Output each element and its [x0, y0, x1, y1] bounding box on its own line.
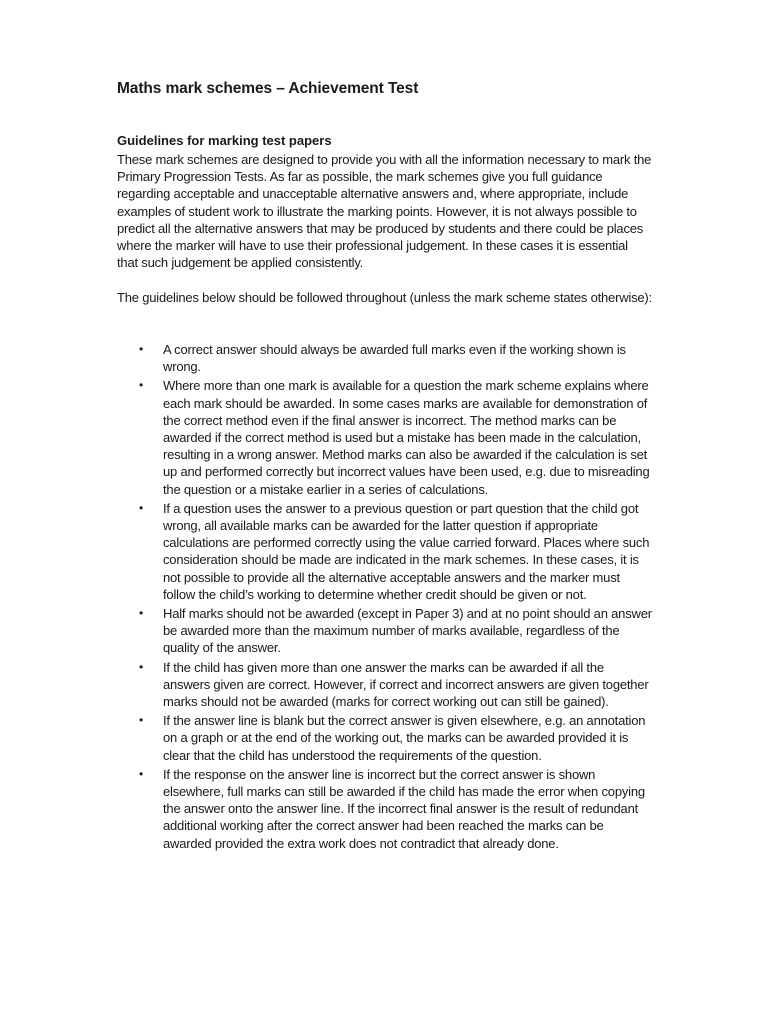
bullet-icon: •: [139, 659, 144, 674]
list-item-text: A correct answer should always be awarded full marks even if the working shown is wrong.: [163, 342, 626, 375]
lead-text: The guidelines below should be followed throughout (: [117, 290, 414, 305]
section-heading: Guidelines for marking test papers: [117, 133, 332, 148]
page-title: Maths mark schemes – Achievement Test: [117, 80, 419, 97]
list-item-text: If a question uses the answer to a previous question or part question that the child got wrong, all available marks can be awarded for the latter question if appropriate calculations are performed correctly using the value carried forward. Places where such consideration should be made are indicated in the mark schemes. In these cases, it is not possible to provide all the alternative acceptable answers and the marker must follow the child’s working to determine whether credit should be given or not.: [163, 500, 650, 602]
list-item: [117, 766, 652, 852]
list-item: [117, 659, 652, 711]
lead-close: ):: [644, 290, 652, 305]
list-item-text: If the response on the answer line is incorrect but the correct answer is shown elsewhere, full marks can still be awarded if the child has made the error when copying the answer onto the answer line. If the incorrect final answer is the result of redundant additional working after the correct answer had been reached the marks can be awarded provided the extra work does not contradict that already done.: [163, 766, 645, 851]
bullet-icon: •: [139, 606, 144, 621]
list-item-text: Where more than one mark is available for a question the mark scheme explains where each mark should be awarded. In some cases marks are available for demonstration of the correct method even if the final answer is incorrect. The method marks can be awarded if the correct method is used but a mistake has been made in the calculation, resulting in a wrong answer. Method marks can also be awarded if the calculation is set up and performed correctly but incorrect values have been used, e.g. due to misreading the question or a mistake earlier in a series of calculations.: [163, 378, 650, 497]
guidelines-list: [117, 341, 652, 854]
bullet-icon: •: [139, 766, 144, 781]
bullet-icon: •: [139, 500, 144, 515]
list-item: [117, 377, 652, 497]
list-item: [117, 341, 652, 375]
list-item-text: Half marks should not be awarded (except in Paper 3) and at no point should an answer be awarded more than the maximum number of marks available, regardless of the quality of the answer.: [163, 606, 652, 656]
list-item: [117, 605, 652, 657]
bullet-icon: •: [139, 713, 144, 728]
list-item: [117, 712, 652, 764]
bullet-icon: •: [139, 342, 144, 356]
list-item: [117, 500, 652, 603]
list-item-text: If the answer line is blank but the correct answer is given elsewhere, e.g. an annotation on a graph or at the end of the working out, the marks can be awarded provided it is clear that the child has understood the requirements of the question.: [163, 713, 646, 763]
list-item-text: If the child has given more than one answer the marks can be awarded if all the answers given are correct. However, if correct and incorrect answers are given together marks should not be awarded (marks for correct working out can still be gained).: [163, 659, 649, 710]
guidelines-lead-paragraph: [117, 289, 652, 306]
bullet-icon: •: [139, 378, 144, 393]
intro-paragraph: These mark schemes are designed to provide you with all the information necessary to mark the Primary Progression Tests. As far as possible, the mark schemes give you full guidance regarding acceptable and unacceptable alternative answers and, where appropriate, include examples of student work to illustrate the marking points. However, it is not always possible to predict all the alternative answers that may be produced by students and there could be places where the marker will have to use their professional judgement. In these cases it is essential that such judgement be applied consistently.: [117, 152, 652, 271]
lead-emphasis: unless the mark scheme states otherwise: [413, 290, 645, 305]
